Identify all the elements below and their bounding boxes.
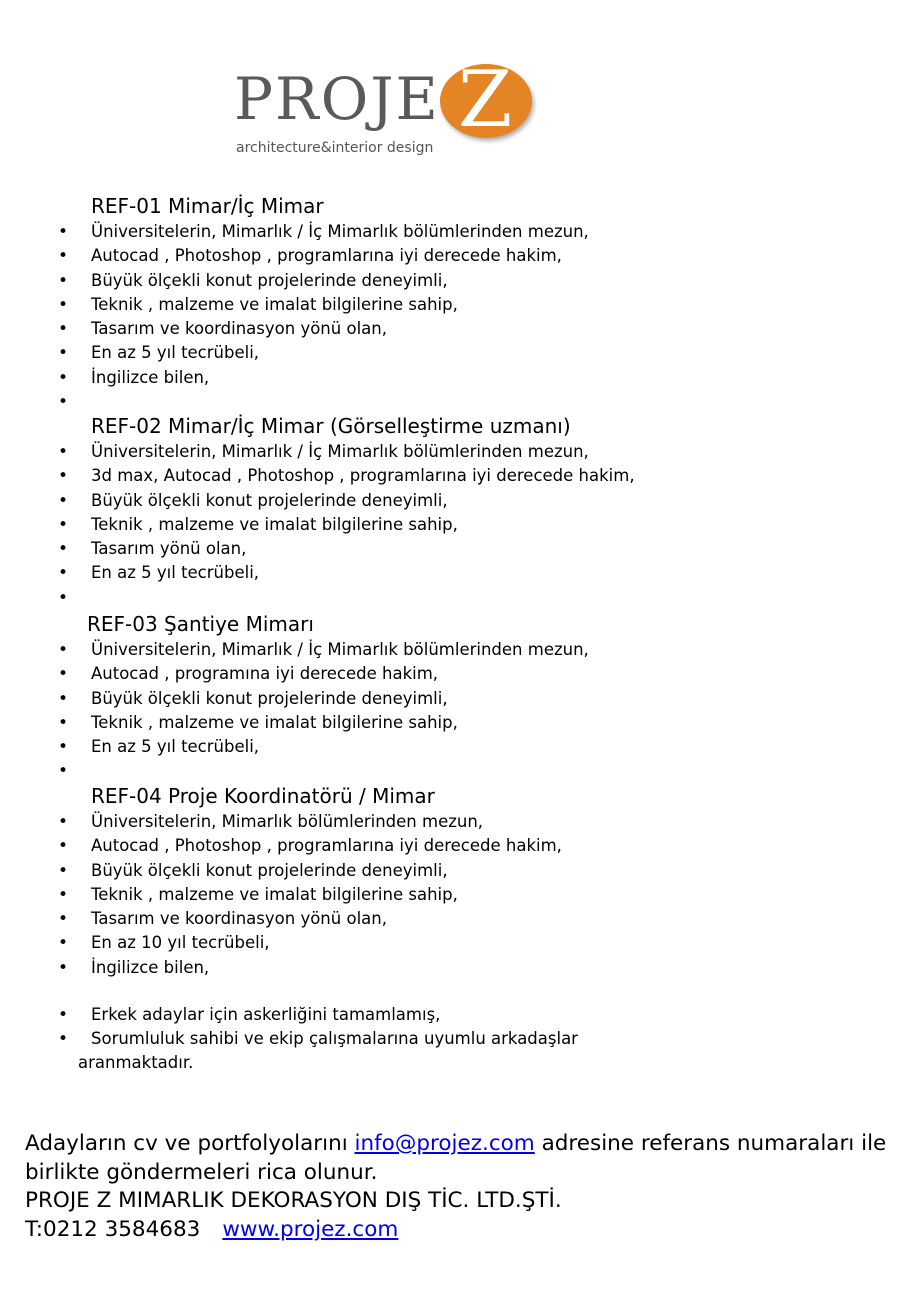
footer-line-1 [25,1130,886,1159]
footer-line-2: birlikte göndermeleri rica olunur. [25,1159,378,1185]
list-item: • Autocad , Photoshop , programlarına iyi derecede hakim, [58,244,589,268]
ref02-title: REF-02 Mimar/İç Mimar (Görselleştirme uzmanı) [91,414,571,438]
list-item: • Tasarım ve koordinasyon yönü olan, [58,317,589,341]
ref04-title: REF-04 Proje Koordinatörü / Mimar [91,784,435,808]
list-item: • Üniversitelerin, Mimarlık bölümlerinden mezun, [58,810,562,834]
logo-wordmark: PROJE [234,65,440,133]
list-item: • En az 10 yıl tecrübeli, [58,931,562,955]
list-item-empty [58,586,635,610]
ref01-list [58,220,589,414]
footer-text: adresine referans numaraları ile [534,1131,887,1156]
list-item: • Üniversitelerin, Mimarlık / İç Mimarlık bölümlerinden mezun, [58,440,635,464]
list-item: • Üniversitelerin, Mimarlık / İç Mimarlık bölümlerinden mezun, [58,220,589,244]
list-item: • İngilizce bilen, [58,366,589,390]
logo-z-letter: Z [458,55,513,145]
list-item: • En az 5 yıl tecrübeli, [58,561,635,585]
general-list [58,1003,578,1052]
list-item: • Üniversitelerin, Mimarlık / İç Mimarlık bölümlerinden mezun, [58,638,589,662]
logo-subtitle: architecture&interior design [236,140,434,156]
footer-text: Adayların cv ve portfolyolarını [25,1131,355,1156]
list-item: • Teknik , malzeme ve imalat bilgilerine sahip, [58,293,589,317]
company-logo [234,55,544,162]
list-item: • Autocad , programına iyi derecede hakim, [58,662,589,686]
list-item-empty [58,759,589,783]
list-item: • Teknik , malzeme ve imalat bilgilerine sahip, [58,513,635,537]
ref04-list [58,810,562,980]
email-link[interactable]: info@projez.com [354,1131,535,1156]
footer-line-contact [25,1216,886,1245]
list-item: • Teknik , malzeme ve imalat bilgilerine sahip, [58,711,589,735]
list-item: • Teknik , malzeme ve imalat bilgilerine sahip, [58,883,562,907]
list-item: • 3d max, Autocad , Photoshop , programlarına iyi derecede hakim, [58,464,635,488]
company-name: PROJE Z MIMARLIK DEKORASYON DIŞ TİC. LTD.ŞTİ. [25,1188,562,1213]
list-item: • Erkek adaylar için askerliğini tamamlamış, [58,1003,578,1027]
contact-footer [25,1130,886,1244]
ref03-title: REF-03 Şantiye Mimarı [87,612,314,636]
ref02-list [58,440,635,610]
ref03-list [58,638,589,784]
list-item: • İngilizce bilen, [58,956,562,980]
list-item: • Autocad , Photoshop , programlarına iyi derecede hakim, [58,834,562,858]
list-item: • Büyük ölçekli konut projelerinde deneyimli, [58,269,589,293]
list-item: • Tasarım ve koordinasyon yönü olan, [58,907,562,931]
website-link[interactable]: www.projez.com [222,1216,399,1242]
list-item: • En az 5 yıl tecrübeli, [58,341,589,365]
list-item: • Büyük ölçekli konut projelerinde deneyimli, [58,687,589,711]
list-item: • Sorumluluk sahibi ve ekip çalışmalarına uyumlu arkadaşlar [58,1027,578,1051]
list-item: • Tasarım yönü olan, [58,537,635,561]
phone-number: T:0212 3584683 [25,1216,201,1242]
list-item: • Büyük ölçekli konut projelerinde deneyimli, [58,859,562,883]
list-item: • En az 5 yıl tecrübeli, [58,735,589,759]
list-item-empty [58,390,589,414]
general-continuation: aranmaktadır. [78,1053,194,1072]
list-item: • Büyük ölçekli konut projelerinde deneyimli, [58,489,635,513]
ref01-title: REF-01 Mimar/İç Mimar [91,194,324,218]
